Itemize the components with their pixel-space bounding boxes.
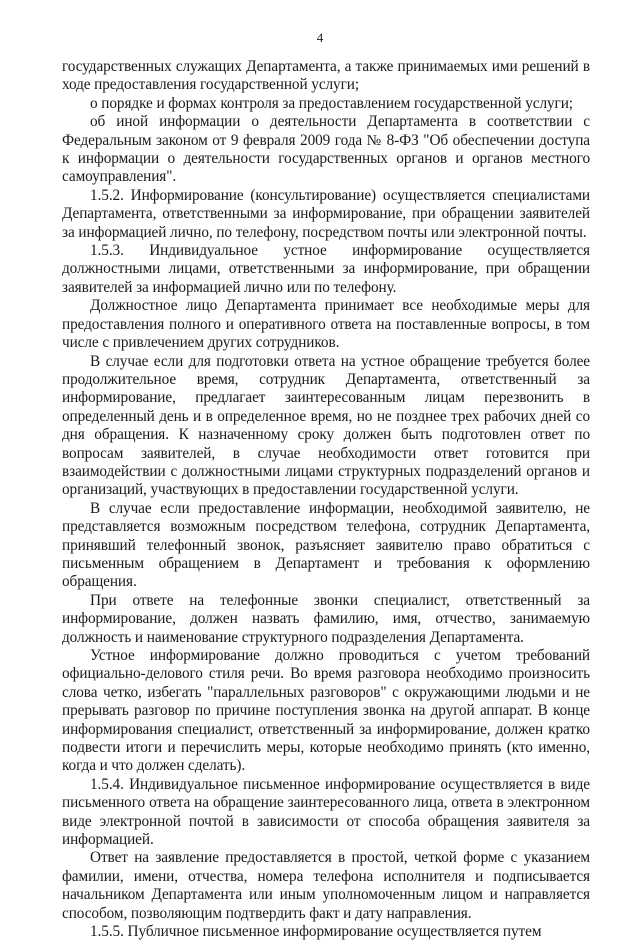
paragraph-1-5-4: 1.5.4. Индивидуальное письменное информирование осуществляется в виде письменного ответа на обращение заинтересованного лица, ответа в электронном виде электронной почтой в зависимости от способа обращения заявителя за информацией.	[62, 775, 590, 849]
paragraph-official-measures: Должностное лицо Департамента принимает все необходимые меры для предоставления полного и оперативного ответа на поставленные вопросы, в том числе с привлечением других сотрудников.	[62, 297, 590, 352]
paragraph-oral-style: Устное информирование должно проводиться с учетом требований официально-делового стиля речи. Во время разговора необходимо произносить слова четко, избегать "параллельных разговоров" с окружающими людьми и не прерывать разговор по причине поступления звонка на другой аппарат. В конце информирования специалист, ответственный за информирование, должен кратко подвести итоги и перечислить меры, которые необходимо принять (кто именно, когда и что должен сделать).	[62, 647, 590, 775]
paragraph-control-forms: о порядке и формах контроля за предоставлением государственной услуги;	[90, 94, 573, 112]
paragraph-other-info: об иной информации о деятельности Департамента в соответствии с Федеральным законом от 9 февраля 2009 года № 8-ФЗ "Об обеспечении доступа к информации о деятельности государственных органов и органов местного самоуправления".	[62, 113, 590, 186]
paragraph-phone-answer: При ответе на телефонные звонки специалист, ответственный за информирование, должен назвать фамилию, имя, отчество, занимаемую должность и наименование структурного подразделения Департамента.	[62, 591, 590, 646]
paragraph-callback: В случае если для подготовки ответа на устное обращение требуется более продолжительное время, сотрудник Департамента, ответственный за информирование, предлагает заинтересованным лицам перезвонить в определенный день и в определенное время, но не позднее трех рабочих дней со дня обращения. К назначенному сроку должен быть подготовлен ответ по вопросам заявителей, в случае необходимости ответ готовится при взаимодействии с должностными лицами структурных подразделений органов и организаций, участвующих в предоставлении государственной услуги.	[62, 352, 590, 499]
paragraph-reply-form: Ответ на заявление предоставляется в простой, четкой форме с указанием фамилии, имени, отчества, номера телефона исполнителя и подписывается начальником Департамента или иным уполномоченным лицом и направляется способом, позволяющим подтвердить факт и дату направления.	[62, 849, 590, 922]
page-number: 4	[316, 30, 324, 45]
paragraph-written-request: В случае если предоставление информации, необходимой заявителю, не представляется возможным посредством телефона, сотрудник Департамента, принявший телефонный звонок, разъясняет заявителю право обратиться с письменным обращением в Департамент и требования к оформлению обращения.	[62, 499, 590, 591]
document-body	[62, 58, 590, 942]
paragraph-continuation: государственных служащих Департамента, а также принимаемых ими решений в ходе предоставления государственной услуги;	[62, 58, 590, 94]
paragraph-1-5-3: 1.5.3. Индивидуальное устное информирование осуществляется должностными лицами, ответственными за информирование, при обращении заявителей за информацией лично или по телефону.	[62, 242, 590, 296]
paragraph-1-5-5: 1.5.5. Публичное письменное информирование осуществляется путем	[90, 923, 542, 941]
paragraph-1-5-2: 1.5.2. Информирование (консультирование) осуществляется специалистами Департамента, ответственными за информирование, при обращении заявителей за информацией лично, по телефону, посредством почты или электронной почты.	[62, 186, 590, 241]
